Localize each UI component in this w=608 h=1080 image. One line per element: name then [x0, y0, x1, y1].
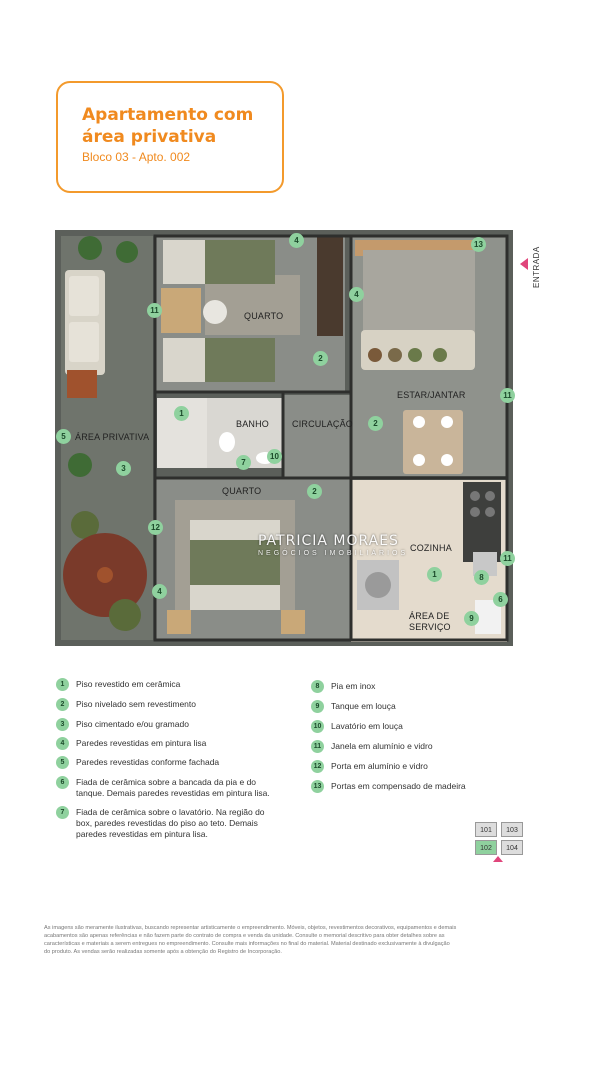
legend-badge: 4 [56, 737, 69, 750]
legend-badge: 12 [311, 760, 324, 773]
plan-badge: 2 [307, 484, 322, 499]
plan-badge: 6 [493, 592, 508, 607]
legend-text-line: Fiada de cerâmica sobre o lavatório. Na região do [76, 807, 265, 817]
legend-badge: 13 [311, 780, 324, 793]
plan-badge: 11 [500, 388, 515, 403]
legend-item [56, 776, 306, 802]
legend-text: Lavatório em louça [331, 721, 403, 731]
legend-text: Piso revestido em cerâmica [76, 679, 181, 689]
plan-badge: 13 [471, 237, 486, 252]
room-label-area-privativa: ÁREA PRIVATIVA [75, 432, 150, 442]
legend-text: Janela em alumínio e vidro [331, 741, 433, 751]
room-label-cozinha: COZINHA [410, 543, 452, 553]
legend-badge: 2 [56, 698, 69, 711]
legend-text: Pia em inox [331, 681, 376, 691]
disclaimer-line: do produto. As vendas serão realizadas somente após a obtenção do Registro de Incorporação. [44, 949, 282, 955]
legend-item [311, 740, 511, 754]
legend-badge: 1 [56, 678, 69, 691]
legend-text: Porta em alumínio e vidro [331, 761, 428, 771]
room-label-quarto-1: QUARTO [244, 311, 284, 321]
legend-text-line: box, paredes revestidas do piso ao teto. Demais [76, 818, 258, 828]
legend-text: Piso nivelado sem revestimento [76, 699, 197, 709]
title-line-1: Apartamento com [82, 105, 254, 125]
plan-badge: 11 [500, 551, 515, 566]
disclaimer-line: características e materiais a serem entregues no empreendimento. Consulte mais informações no final do material. Material destinado exclusivamente à divulgação [44, 941, 450, 947]
legend-text-line: paredes revestidas em pintura lisa. [76, 829, 208, 839]
plan-badge: 11 [147, 303, 162, 318]
plan-badge: 5 [56, 429, 71, 444]
plan-badge: 1 [427, 567, 442, 582]
room-label-area-servico-1: ÁREA DE [409, 611, 450, 621]
legend-item [56, 678, 306, 692]
legend-item [311, 700, 511, 714]
unit-cell: 101 [475, 822, 497, 837]
plan-badge: 12 [148, 520, 163, 535]
legend-item [56, 806, 306, 844]
plan-badge: 7 [236, 455, 251, 470]
plan-badge: 9 [464, 611, 479, 626]
legend-text-line: tanque. Demais paredes revestidas em pintura lisa. [76, 788, 270, 798]
legend-badge: 3 [56, 718, 69, 731]
legend-item [311, 680, 511, 694]
legend-badge: 6 [56, 776, 69, 789]
unit-pointer-icon [493, 856, 503, 862]
unit-location-map [475, 822, 523, 856]
plan-badge: 1 [174, 406, 189, 421]
disclaimer-line: As imagens são meramente ilustrativas, buscando representar artisticamente o empreendimento. Móveis, objetos, revestimentos decorativos, equipamentos e demais [44, 925, 457, 931]
disclaimer-line: acabamentos são apenas referências e não fazem parte do contrato de compra e venda da unidade. Consulte o memorial descritivo para obter detalhes sobre as [44, 933, 445, 939]
plan-badge: 2 [368, 416, 383, 431]
legend-item [311, 780, 511, 794]
plan-badge: 10 [267, 449, 282, 464]
legend-badge: 11 [311, 740, 324, 753]
room-label-area-servico-2: SERVIÇO [409, 622, 451, 632]
legend-text: Tanque em louça [331, 701, 396, 711]
plan-badge: 4 [152, 584, 167, 599]
plan-badge: 4 [289, 233, 304, 248]
legend-item [56, 737, 306, 751]
legend-item [56, 718, 306, 732]
legend-item [311, 720, 511, 734]
legend-badge: 9 [311, 700, 324, 713]
unit-cell: 103 [501, 822, 523, 837]
plan-badge: 4 [349, 287, 364, 302]
legend-item [56, 756, 306, 770]
watermark-sub: NEGÓCIOS IMOBILIÁRIOS [258, 550, 409, 557]
room-label-circulacao: CIRCULAÇÃO [292, 419, 354, 429]
entrance-arrow-icon [520, 258, 528, 270]
legend-badge: 8 [311, 680, 324, 693]
legend-text: Paredes revestidas conforme fachada [76, 757, 220, 767]
legend-text: Piso cimentado e/ou gramado [76, 719, 189, 729]
legend-text: Paredes revestidas em pintura lisa [76, 738, 207, 748]
legend-text-line: Fiada de cerâmica sobre a bancada da pia e do [76, 777, 257, 787]
room-label-quarto-2: QUARTO [222, 486, 262, 496]
unit-cell-selected: 102 [475, 840, 497, 855]
plan-badge: 8 [474, 570, 489, 585]
entrance-label: ENTRADA [532, 246, 541, 288]
plan-badge: 2 [313, 351, 328, 366]
legend-badge: 7 [56, 806, 69, 819]
legend-badge: 5 [56, 756, 69, 769]
legend-text: Portas em compensado de madeira [331, 781, 466, 791]
watermark-name: PATRICIA MORAES [258, 533, 399, 549]
legend-item [311, 760, 511, 774]
plan-badge: 3 [116, 461, 131, 476]
unit-cell: 104 [501, 840, 523, 855]
legend-item [56, 698, 306, 712]
title-line-2: área privativa [82, 127, 217, 147]
legend-badge: 10 [311, 720, 324, 733]
subtitle: Bloco 03 - Apto. 002 [82, 150, 191, 164]
disclaimer [44, 924, 562, 956]
room-label-estar-jantar: ESTAR/JANTAR [397, 390, 466, 400]
room-label-banho: BANHO [236, 419, 270, 429]
